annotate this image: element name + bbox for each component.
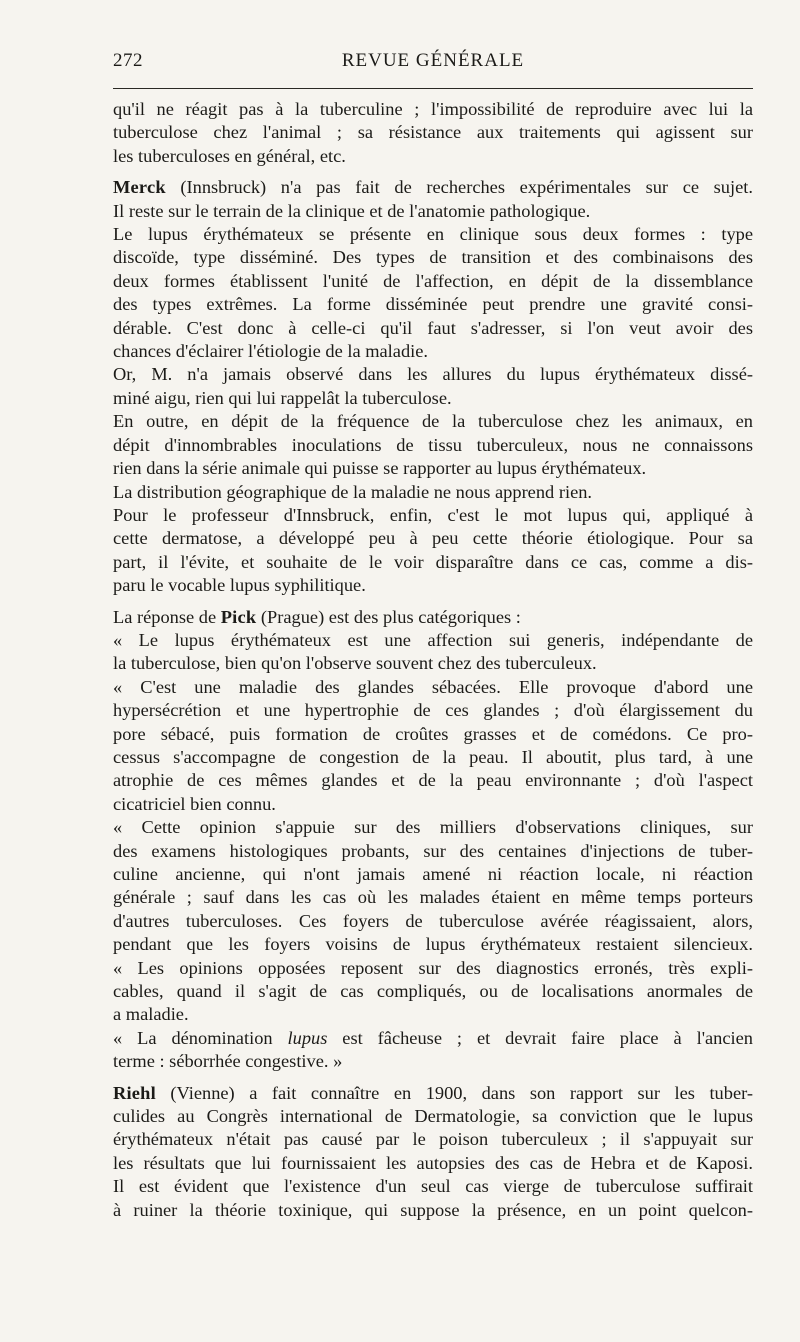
text-line: Pour le professeur d'Innsbruck, enfin, c'est le mot lupus qui, appliqué à <box>113 504 753 525</box>
text-line: pore sébacé, puis formation de croûtes grasses et de comédons. Ce pro- <box>113 723 753 744</box>
text-line: culine ancienne, qui n'ont jamais amené ni réaction locale, ni réaction <box>113 864 753 884</box>
text-line: paru le vocable lupus syphilitique. <box>113 575 366 596</box>
text-line: cables, quand il s'agit de cas compliqués, ou de localisations anormales de <box>113 981 753 1002</box>
text-line <box>113 176 753 199</box>
text-line: chances d'éclairer l'étiologie de la maladie. <box>113 341 429 362</box>
text-line: des examens histologiques probants, sur des centaines d'injections de tuber- <box>113 840 753 861</box>
paragraph <box>113 606 753 629</box>
text-line: terme : séborrhée congestive. » <box>113 1051 343 1072</box>
text-line: Le lupus érythémateux se présente en clinique sous deux formes : type <box>113 224 753 245</box>
paragraph <box>113 676 753 816</box>
paragraph <box>113 363 753 410</box>
text-line: deux formes établissent l'unité de l'affection, en dépit de la dissemblance <box>113 270 753 291</box>
paragraph <box>113 1082 753 1176</box>
paragraph <box>113 1027 753 1074</box>
text-line: qu'il ne réagit pas à la tuberculine ; l'impossibilité de reproduire avec lui la <box>113 99 753 119</box>
italic-term: lupus <box>287 1027 328 1048</box>
paragraph <box>113 410 753 480</box>
text-line: cessus s'accompagne de congestion de la peau. Il aboutit, plus tard, à une <box>113 746 753 767</box>
text-line <box>113 1082 753 1105</box>
text-fragment: (Innsbruck) n'a pas fait de recherches expérimentales sur ce sujet. <box>165 177 753 198</box>
text-line: atrophie de ces mêmes glandes et de la peau environnante ; d'où l'aspect <box>113 770 753 791</box>
header-rule <box>113 88 753 89</box>
text-line: pendant que les foyers voisins de lupus érythémateux restaient silencieux. <box>113 934 753 955</box>
text-line: a maladie. <box>113 1004 189 1025</box>
text-line: des types extrêmes. La forme disséminée peut prendre une gravité consi- <box>113 294 753 315</box>
author-name: Riehl <box>113 1082 156 1103</box>
text-fragment: est fâcheuse ; et devrait faire place à l'ancien <box>327 1027 753 1048</box>
text-line: générale ; sauf dans les cas où les malades étaient en même temps porteurs <box>113 887 753 908</box>
paragraph <box>113 957 753 1027</box>
paragraph <box>113 629 753 676</box>
text-line: La distribution géographique de la maladie ne nous apprend rien. <box>113 481 593 502</box>
paragraph <box>113 1175 753 1222</box>
text-line: Il reste sur le terrain de la clinique et de l'anatomie pathologique. <box>113 200 591 221</box>
text-line: « C'est une maladie des glandes sébacées. Elle provoque d'abord une <box>113 676 753 697</box>
page-header <box>113 50 753 76</box>
text-fragment: (Vienne) a fait connaître en 1900, dans son rapport sur les tuber- <box>155 1082 753 1103</box>
text-fragment: La réponse de <box>113 606 221 627</box>
text-line: la tuberculose, bien qu'on l'observe souvent chez des tuberculeux. <box>113 653 597 674</box>
text-line: culides au Congrès international de Dermatologie, sa conviction que le lupus <box>113 1106 753 1127</box>
text-line: cette dermatose, a développé peu à peu cette théorie étiologique. Pour sa <box>113 528 753 549</box>
text-line: rien dans la série animale qui puisse se rapporter au lupus érythémateux. <box>113 458 647 479</box>
text-line: à ruiner la théorie toxinique, qui suppose la présence, en un point quelcon- <box>113 1199 753 1220</box>
author-name: Pick <box>220 606 257 627</box>
text-line: les résultats que lui fournissaient les autopsies des cas de Hebra et de Kaposi. <box>113 1152 753 1173</box>
text-line: En outre, en dépit de la fréquence de la tuberculose chez les animaux, en <box>113 411 753 432</box>
paragraph <box>113 98 753 168</box>
paragraph <box>113 176 753 223</box>
text-line: miné aigu, rien qui lui rappelât la tuberculose. <box>113 387 452 408</box>
text-line: érythémateux n'était pas causé par le poison tuberculeux ; il s'appuyait sur <box>113 1129 753 1150</box>
body-text <box>113 98 753 1222</box>
text-line <box>113 1027 753 1050</box>
text-line: « Cette opinion s'appuie sur des milliers d'observations cliniques, sur <box>113 817 753 838</box>
text-fragment: (Prague) est des plus catégoriques : <box>256 606 521 627</box>
text-line: Il est évident que l'existence d'un seul cas vierge de tuberculose suffirait <box>113 1176 753 1197</box>
text-line: tuberculose chez l'animal ; sa résistance aux traitements qui agissent sur <box>113 122 753 143</box>
text-line: « Le lupus érythémateux est une affection sui generis, indépendante de <box>113 629 753 650</box>
text-line: dérable. C'est donc à celle-ci qu'il faut s'adresser, si l'on veut avoir des <box>113 317 753 338</box>
paragraph <box>113 223 753 363</box>
text-line: dépit d'innombrables inoculations de tissu tuberculeux, nous ne connaissons <box>113 434 753 455</box>
paragraph <box>113 816 753 956</box>
text-line <box>113 606 753 629</box>
text-line: « Les opinions opposées reposent sur des diagnostics erronés, très expli- <box>113 957 753 978</box>
paragraph <box>113 481 753 504</box>
text-line: les tuberculoses en général, etc. <box>113 145 346 166</box>
text-fragment: « La dénomination <box>113 1027 288 1048</box>
paragraph <box>113 504 753 598</box>
text-line: d'autres tuberculoses. Ces foyers de tuberculose avérée réagissaient, alors, <box>113 910 753 931</box>
text-line: hypersécrétion et une hypertrophie de ces glandes ; d'où élargissement du <box>113 700 753 721</box>
text-line: Or, M. n'a jamais observé dans les allures du lupus érythémateux dissé- <box>113 364 753 385</box>
author-name: Merck <box>113 177 166 198</box>
running-title: REVUE GÉNÉRALE <box>341 50 525 71</box>
text-line: cicatriciel bien connu. <box>113 793 276 814</box>
page-number: 272 <box>113 50 143 71</box>
text-line: discoïde, type disséminé. Des types de transition et des combinaisons des <box>113 247 753 268</box>
text-line: part, il l'évite, et souhaite de le voir disparaître dans ce cas, comme a dis- <box>113 551 753 572</box>
